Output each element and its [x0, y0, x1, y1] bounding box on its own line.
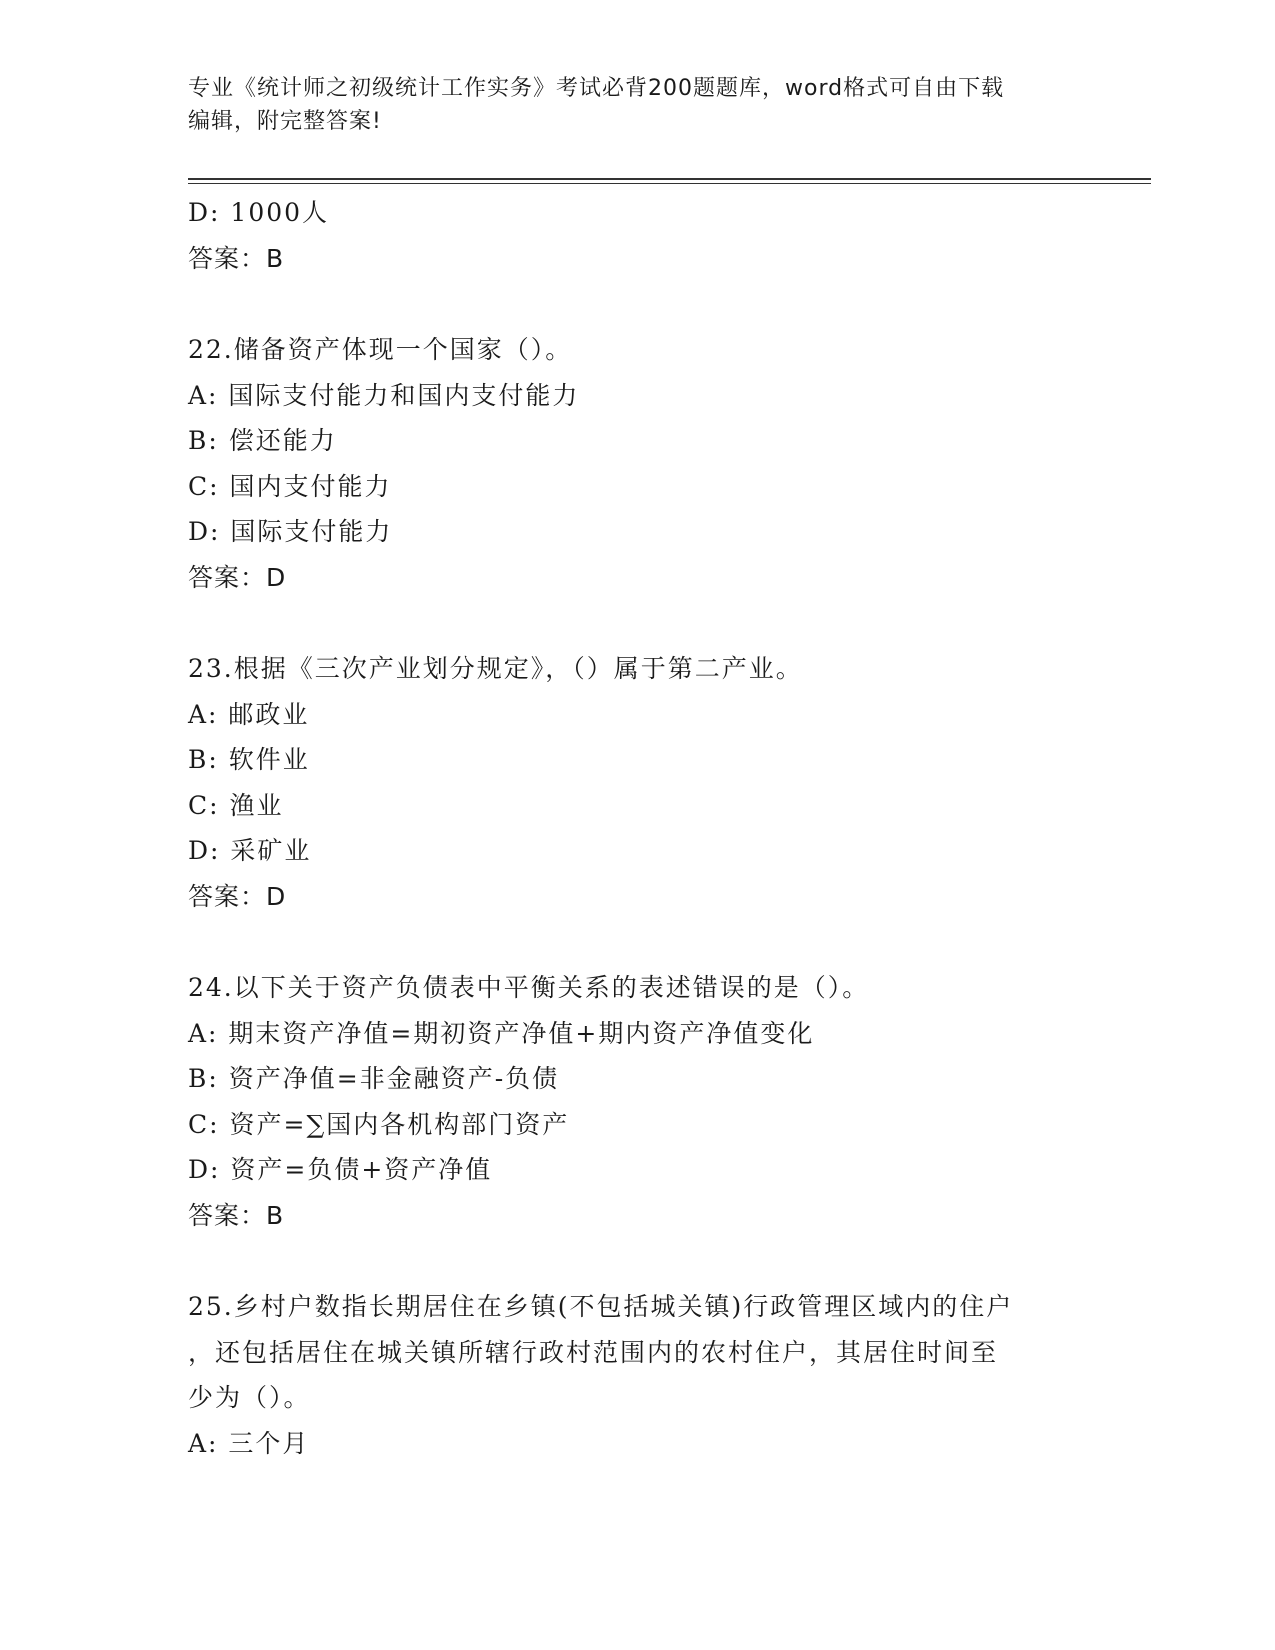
header-line-2: 编辑，附完整答案!: [188, 109, 382, 134]
answer-line: 答案：D: [188, 562, 287, 592]
question-23: [188, 646, 1088, 919]
question-title: 24.以下关于资产负债表中平衡关系的表述错误的是（）。: [188, 973, 870, 1002]
question-title: 23.根据《三次产业划分规定》，（）属于第二产业。: [188, 654, 803, 683]
answer-line: 答案：B: [188, 1200, 285, 1230]
document-header: [188, 72, 1068, 138]
header-rule-thick: [188, 178, 1151, 180]
question-title-line-3: 少为（）。: [188, 1383, 311, 1412]
option-c: C: 国内支付能力: [188, 471, 392, 501]
option-a: A: 三个月: [188, 1428, 310, 1458]
header-rule-thin: [188, 183, 1151, 184]
document-body: [188, 190, 1088, 1466]
answer-line: 答案：B: [188, 243, 285, 273]
option-d: D: 采矿业: [188, 836, 312, 865]
option-c: C: 资产=∑国内各机构部门资产: [188, 1109, 570, 1139]
question-25: [188, 1284, 1088, 1466]
question-title-line-2: ，还包括居住在城关镇所辖行政村范围内的农村住户，其居住时间至: [188, 1337, 999, 1367]
option-d: D: 国际支付能力: [188, 517, 393, 546]
option-a: A: 邮政业: [188, 699, 310, 729]
option-c: C: 渔业: [188, 790, 284, 820]
question-24: [188, 965, 1088, 1238]
header-line-1: 专业《统计师之初级统计工作实务》考试必背200题题库，word格式可自由下载: [188, 76, 1005, 101]
question-title-line-1: 25.乡村户数指长期居住在乡镇(不包括城关镇)行政管理区域内的住户: [188, 1292, 1014, 1321]
option-b: B: 偿还能力: [188, 426, 337, 455]
question-21-tail: [188, 190, 1088, 281]
option-b: B: 资产净值=非金融资产-负债: [188, 1064, 560, 1093]
question-22: [188, 327, 1088, 600]
question-title: 22.储备资产体现一个国家（）。: [188, 335, 573, 364]
option-d: D: 资产=负债+资产净值: [188, 1155, 493, 1184]
option-a: A: 国际支付能力和国内支付能力: [188, 380, 580, 410]
option-b: B: 软件业: [188, 745, 310, 774]
answer-line: 答案：D: [188, 881, 287, 911]
option-d: D: 1000人: [188, 198, 330, 227]
option-a: A: 期末资产净值=期初资产净值+期内资产净值变化: [188, 1018, 815, 1048]
